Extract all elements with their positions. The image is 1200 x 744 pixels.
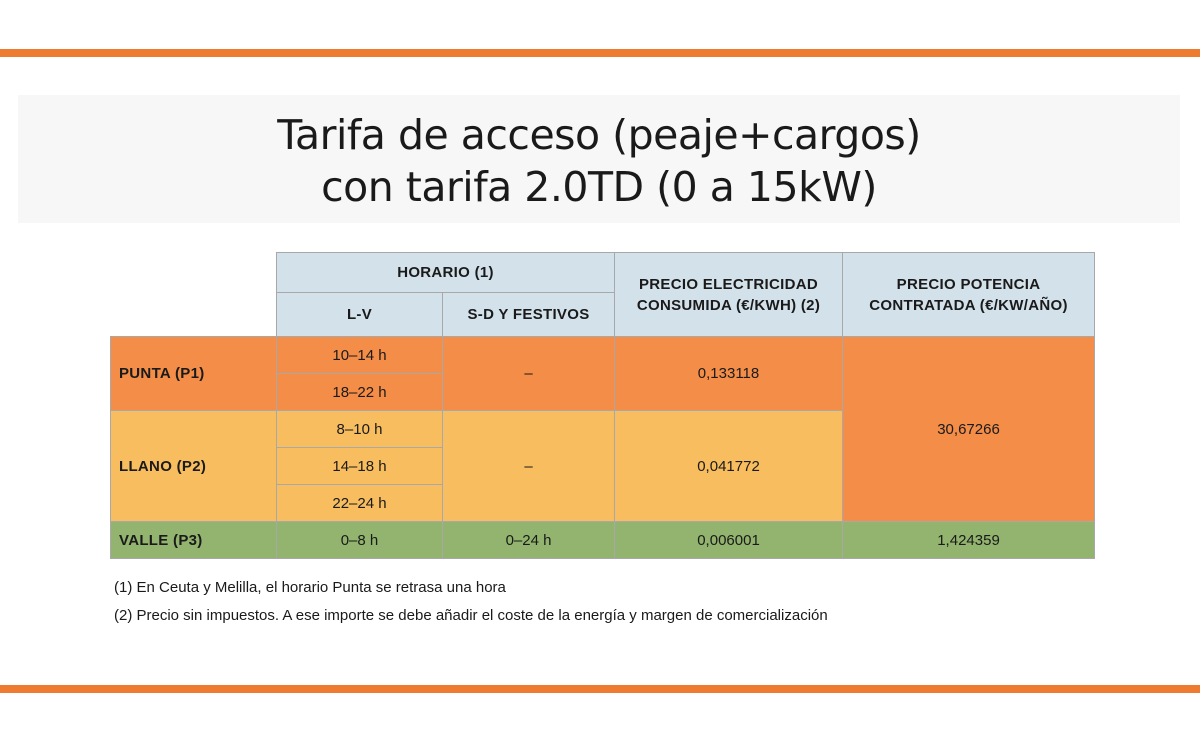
row-label-punta: PUNTA (P1) <box>111 337 277 411</box>
table-corner-blank <box>111 253 277 337</box>
header-precio-electricidad-line-2: CONSUMIDA (€/KWH) (2) <box>636 296 821 314</box>
cell-valle-sd: 0–24 h <box>443 522 615 559</box>
footnote-2: (2) Precio sin impuestos. A ese importe se debe añadir el coste de la energía y margen de comercialización <box>114 607 828 624</box>
bottom-orange-rule <box>0 685 1200 693</box>
cell-valle-precio-electricidad: 0,006001 <box>615 522 843 559</box>
cell-llano-lv-3: 22–24 h <box>277 485 443 522</box>
header-precio-electricidad-line-1: PRECIO ELECTRICIDAD <box>638 275 819 293</box>
header-precio-potencia <box>843 253 1095 337</box>
footnote-1: (1) En Ceuta y Melilla, el horario Punta se retrasa una hora <box>114 579 506 596</box>
cell-punta-precio-electricidad: 0,133118 <box>615 337 843 411</box>
header-sd-festivos: S-D Y FESTIVOS <box>443 293 615 337</box>
tariff-table <box>110 252 1095 559</box>
cell-punta-sd: – <box>443 337 615 411</box>
cell-llano-lv-1: 8–10 h <box>277 411 443 448</box>
header-precio-potencia-line-2: CONTRATADA (€/KW/AÑO) <box>869 296 1068 314</box>
header-horario: HORARIO (1) <box>277 253 615 293</box>
header-lv: L-V <box>277 293 443 337</box>
header-precio-electricidad <box>615 253 843 337</box>
row-label-llano: LLANO (P2) <box>111 411 277 522</box>
header-precio-potencia-line-1: PRECIO POTENCIA <box>896 275 1041 293</box>
top-orange-rule <box>0 49 1200 57</box>
cell-precio-potencia-p1-p2: 30,67266 <box>843 337 1095 522</box>
cell-llano-lv-2: 14–18 h <box>277 448 443 485</box>
cell-valle-precio-potencia: 1,424359 <box>843 522 1095 559</box>
cell-llano-sd: – <box>443 411 615 522</box>
cell-punta-lv-1: 10–14 h <box>277 337 443 374</box>
title-band <box>18 95 1180 223</box>
cell-valle-lv: 0–8 h <box>277 522 443 559</box>
cell-punta-lv-2: 18–22 h <box>277 374 443 411</box>
page-title-line-1: Tarifa de acceso (peaje+cargos) <box>277 111 921 159</box>
row-label-valle: VALLE (P3) <box>111 522 277 559</box>
cell-llano-precio-electricidad: 0,041772 <box>615 411 843 522</box>
footnotes <box>114 574 828 630</box>
page-title-line-2: con tarifa 2.0TD (0 a 15kW) <box>321 163 877 211</box>
